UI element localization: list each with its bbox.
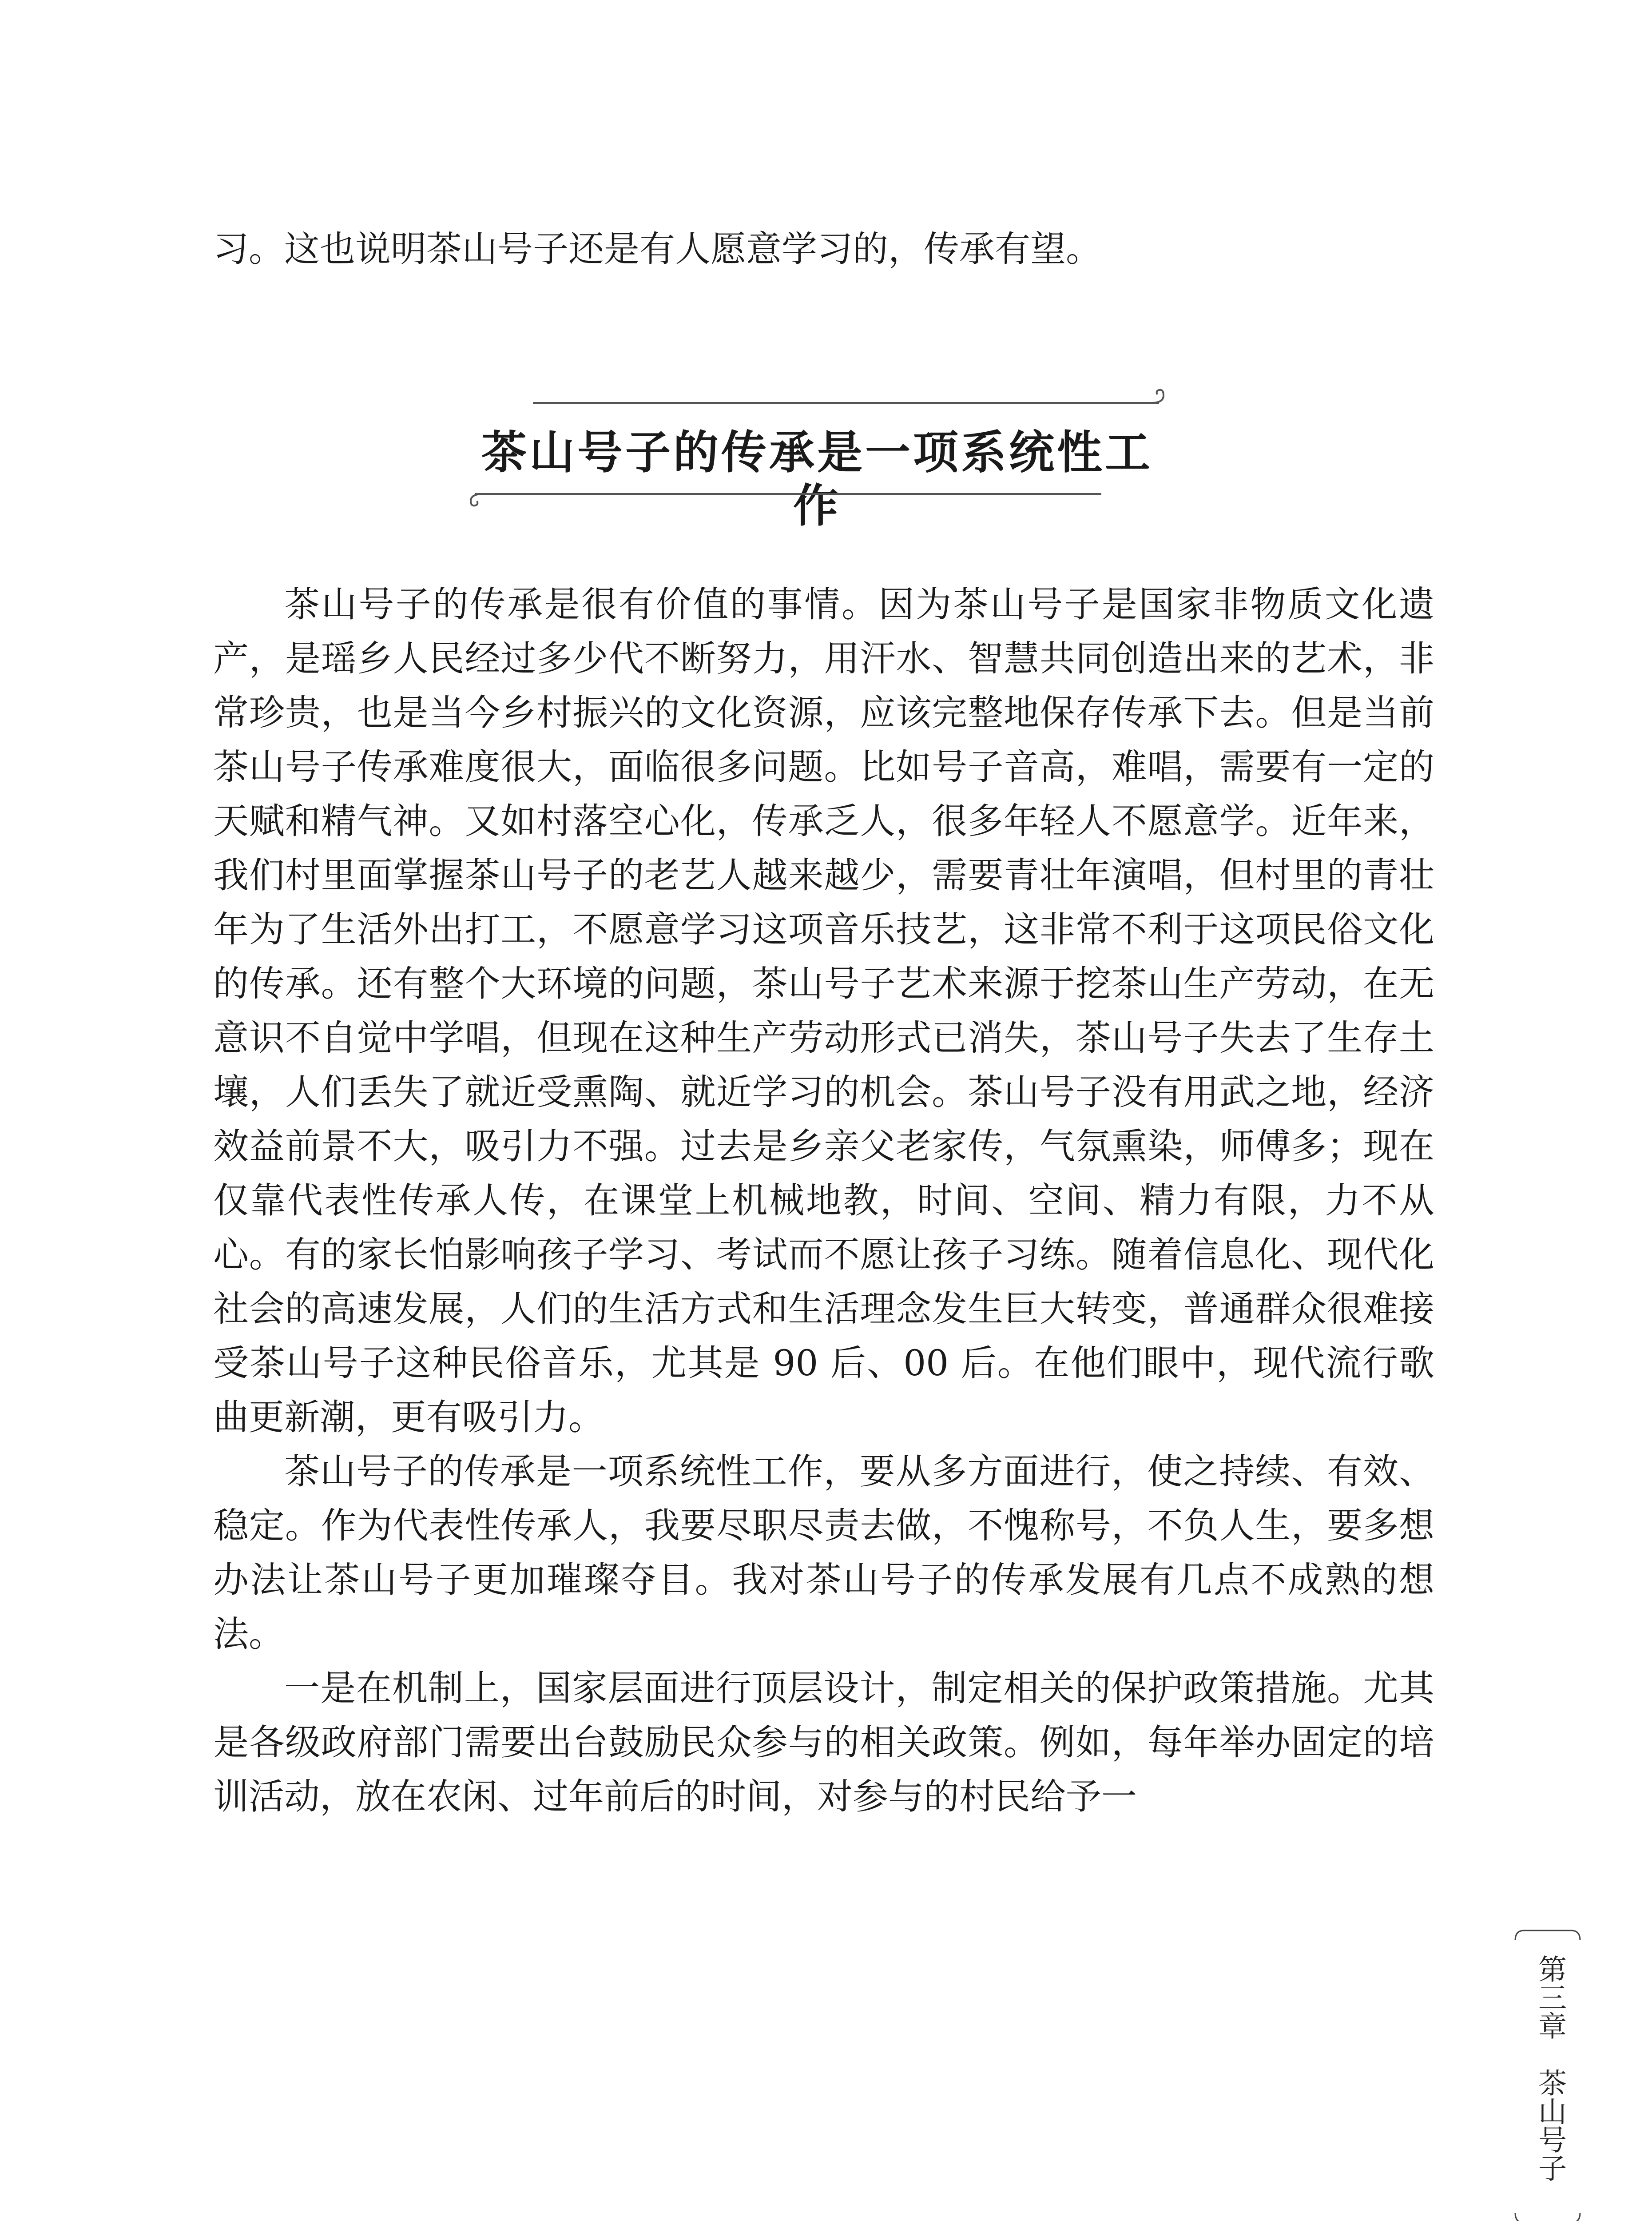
section-heading [471,386,1164,533]
title-rule-bottom [475,493,1101,495]
chapter-label [1530,1954,1565,2182]
lead-paragraph: 习。这也说明茶山号子还是有人愿意学习的，传承有望。 [213,228,1101,270]
chapter-side-tab [1497,1928,1599,2221]
title-curl-ornament-top [1150,386,1168,404]
body-text [213,577,1434,1824]
bracket-ornament-bottom [1514,2212,1581,2221]
bracket-ornament-top [1514,1928,1581,1941]
paragraph: 茶山号子的传承是一项系统性工作，要从多方面进行，使之持续、有效、稳定。作为代表性传承人，我要尽职尽责去做，不愧称号，不负人生，要多想办法让茶山号子更加璀璨夺目。我对茶山号子的传承发展有几点不成熟的想法。 [213,1451,1434,1655]
chapter-title: 茶山号子 [1533,2068,1566,2182]
chapter-spacer [1533,2040,1566,2068]
chapter-number: 第三章 [1533,1954,1566,2040]
title-curl-ornament-bottom [466,491,484,509]
section-title: 茶山号子的传承是一项系统性工作 [481,426,1153,533]
paragraph: 一是在机制上，国家层面进行顶层设计，制定相关的保护政策措施。尤其是各级政府部门需要出台鼓励民众参与的相关政策。例如，每年举办固定的培训活动，放在农闲、过年前后的时间，对参与的村民给予一 [213,1668,1434,1817]
title-rule-top [533,402,1159,404]
paragraph: 茶山号子的传承是很有价值的事情。因为茶山号子是国家非物质文化遗产，是瑶乡人民经过多少代不断努力，用汗水、智慧共同创造出来的艺术，非常珍贵，也是当今乡村振兴的文化资源，应该完整地保存传承下去。但是当前茶山号子传承难度很大，面临很多问题。比如号子音高，难唱，需要有一定的天赋和精气神。又如村落空心化，传承乏人，很多年轻人不愿意学。近年来，我们村里面掌握茶山号子的老艺人越来越少，需要青壮年演唱，但村里的青壮年为了生活外出打工，不愿意学习这项音乐技艺，这非常不利于这项民俗文化的传承。还有整个大环境的问题，茶山号子艺术来源于挖茶山生产劳动，在无意识不自觉中学唱，但现在这种生产劳动形式已消失，茶山号子失去了生存土壤，人们丢失了就近受熏陶、就近学习的机会。茶山号子没有用武之地，经济效益前景不大，吸引力不强。过去是乡亲父老家传，气氛熏染，师傅多；现在仅靠代表性传承人传，在课堂上机械地教，时间、空间、精力有限，力不从心。有的家长怕影响孩子学习、考试而不愿让孩子习练。随着信息化、现代化社会的高速发展，人们的生活方式和生活理念发生巨大转变，普通群众很难接受茶山号子这种民俗音乐，尤其是 90 后、00 后。在他们眼中，现代流行歌曲更新潮，更有吸引力。 [213,584,1434,1438]
